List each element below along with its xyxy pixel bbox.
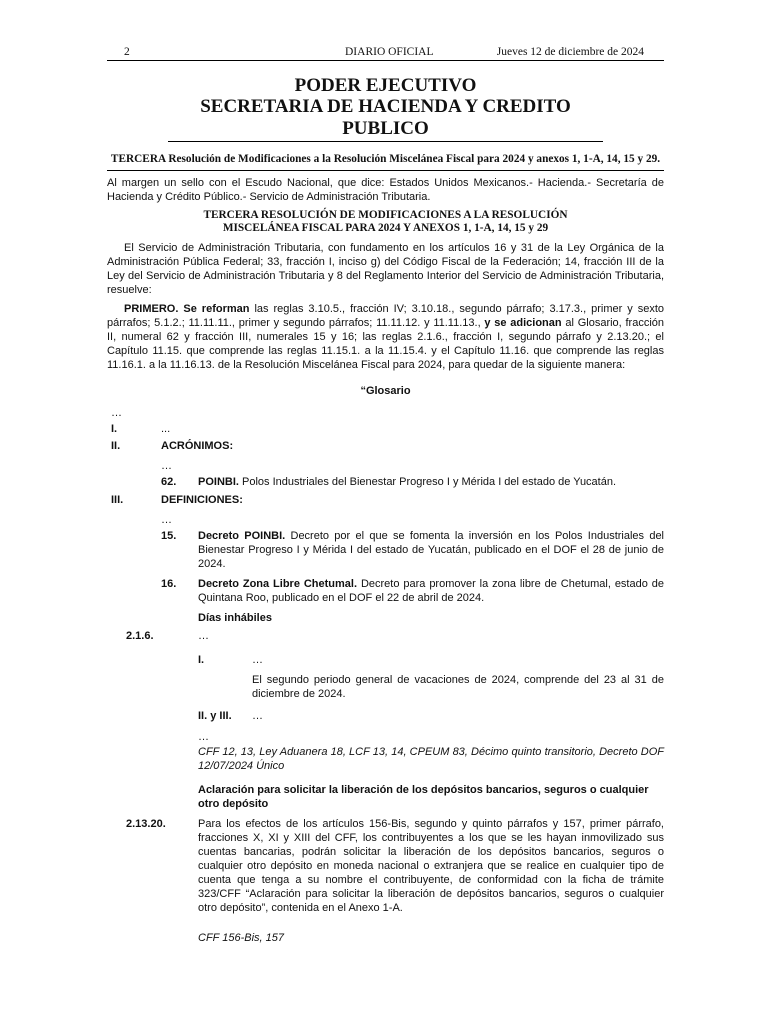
acronym-62-label: 62.	[161, 476, 177, 488]
glosario-ellipsis: …	[111, 407, 122, 419]
rule-216-frac-i	[107, 653, 664, 673]
definition-16-term: Decreto Zona Libre Chetumal.	[198, 578, 358, 590]
acronym-62-term: POINBI.	[198, 476, 239, 488]
definition-15-label: 15.	[161, 530, 177, 542]
definition-15-definition: Decreto por el que se fomenta la inversión en los Polos Industriales del Bienestar Progreso I y Mérida I del estado de Yucatán, publicado en el DOF el 28 de junio de 2024.	[198, 530, 664, 570]
definition-16-label: 16.	[161, 578, 177, 590]
item-i-text: ...	[161, 423, 171, 435]
resolution-title-line2: MISCELÁNEA FISCAL PARA 2024 Y ANEXOS 1, 1-A, 14, 15 y 29	[222, 222, 549, 234]
primero-text2: al Glosario, fracción II, numeral 62 y fracción III, numerales 15 y 16; las reglas 2.1.6., fracción I, segundo párrafo y 2.13.20.; el Capítulo 11.15. que comprende las reglas 11.15.1. a la 11.15.4. y el Capítulo 11.16. que comprende las reglas 11.16.1. a la 11.16.13. de la Resolución Miscelánea Fiscal para 2024, para quedar de la siguiente manera:	[107, 317, 664, 371]
definition-16-definition: Decreto para promover la zona libre de Chetumal, estado de Quintana Roo, publicado en el DOF el 22 de abril de 2024.	[198, 578, 664, 604]
acronym-62-definition: Polos Industriales del Bienestar Progreso I y Mérida I del estado de Yucatán.	[238, 476, 617, 488]
glosario-item-iii	[107, 493, 664, 509]
definition-15	[107, 529, 664, 577]
frac-ii-iii-label: II. y III.	[198, 710, 232, 722]
glosario-heading: “Glosario	[360, 385, 411, 397]
rule-21320-heading-row	[107, 783, 664, 817]
primero-lead: PRIMERO. Se reforman	[124, 303, 250, 315]
section-title-secretaria: SECRETARIA DE HACIENDA Y CREDITO PUBLICO	[168, 96, 603, 142]
glosario-item-i	[107, 422, 664, 439]
definition-16-text	[198, 577, 664, 605]
page-number: 2	[124, 46, 130, 58]
primero-paragraph	[107, 302, 664, 372]
primero-adicionan: y se adicionan	[480, 317, 562, 329]
rule-216-citation-row	[107, 745, 664, 783]
item-i-label: I.	[111, 423, 118, 435]
rule-216-number: 2.1.6.	[126, 630, 154, 642]
rule-21320-citation-row	[107, 931, 664, 947]
item-ii-label: II.	[111, 440, 121, 452]
rule-216-tail-row	[107, 727, 664, 745]
rule-216-tail-ellipsis: …	[198, 731, 209, 743]
frac-i-label: I.	[198, 654, 205, 666]
acronym-62-text	[198, 475, 664, 489]
rule-21320-number: 2.13.20.	[126, 818, 166, 830]
primero-text1: las reglas 3.10.5., fracción IV; 3.10.18., segundo párrafo; 3.17.3., primer y sexto párrafos; 5.1.2.; 11.11.11., primer y segundo párrafos; 11.11.12. y 11.11.13.,	[107, 303, 665, 329]
document-page	[107, 44, 664, 947]
item-ii-heading: ACRÓNIMOS:	[161, 440, 234, 452]
item-iii-heading: DEFINICIONES:	[161, 494, 243, 506]
page-header	[107, 44, 664, 61]
resolution-title	[107, 209, 664, 235]
definition-16	[107, 577, 664, 611]
publication-date: Jueves 12 de diciembre de 2024	[496, 46, 644, 58]
section-title-poder-ejecutivo: PODER EJECUTIVO	[294, 75, 477, 96]
seal-note: Al margen un sello con el Escudo Nacional, que dice: Estados Unidos Mexicanos.- Hacienda.- Secretaría de Hacienda y Crédito Público.- Servicio de Administración Tributaria.	[107, 177, 664, 203]
glosario-item-ii	[107, 439, 664, 456]
rule-21320-citation: CFF 156-Bis, 157	[198, 932, 285, 944]
rule-216-number-row	[107, 629, 664, 653]
rule-21320-body	[107, 817, 664, 931]
rule-216-heading-row	[107, 611, 664, 629]
summary-title: TERCERA Resolución de Modificaciones a la Resolución Miscelánea Fiscal para 2024 y anexos 1, 1-A, 14, 15 y 29.	[107, 152, 664, 171]
rule-216-heading: Días inhábiles	[198, 612, 272, 624]
glosario-ellipsis-row	[107, 406, 664, 422]
frac-ii-iii-ellipsis: …	[252, 710, 263, 722]
rule-21320-heading: Aclaración para solicitar la liberación de los depósitos bancarios, seguros o cualquier otro depósito	[198, 784, 649, 810]
item-iii-label: III.	[111, 494, 124, 506]
rule-216-citation: CFF 12, 13, Ley Aduanera 18, LCF 13, 14, CPEUM 83, Décimo quinto transitorio, Decreto DOF 12/07/2024 Único	[198, 746, 664, 772]
frac-i-text: El segundo periodo general de vacaciones de 2024, comprende del 23 al 31 de diciembre de 2024.	[252, 674, 664, 700]
publication-name: DIARIO OFICIAL	[345, 46, 434, 58]
rule-21320-text: Para los efectos de los artículos 156-Bis, segundo y quinto párrafos y 157, primer párrafo, fracciones X, XI y XIII del CFF, los contribuyentes a los que se les hayan inmovilizado sus cuentas bancarias, podrán solicitar la liberación de los depósitos bancarios, seguros o cualquier otro depósito en moneda nacional o extranjera que se realice en cualquier tipo de cuenta que tenga a su nombre el contribuyente, de conformidad con la ficha de trámite 323/CFF “Aclaración para solicitar la liberación de depósitos bancarios, seguros o cualquier otro depósito”, contenida en el Anexo 1-A.	[198, 818, 664, 914]
item-iii-ellipsis: …	[161, 514, 172, 526]
acronym-62	[107, 475, 664, 493]
item-ii-ellipsis-row	[107, 456, 664, 475]
rule-216-frac-ii-iii	[107, 709, 664, 727]
item-iii-ellipsis-row	[107, 509, 664, 529]
definition-15-term: Decreto POINBI.	[198, 530, 286, 542]
resolution-title-line1: TERCERA RESOLUCIÓN DE MODIFICACIONES A LA RESOLUCIÓN	[203, 209, 568, 221]
rule-216-frac-i-text-row	[107, 673, 664, 709]
rule-216-ellipsis: …	[198, 630, 209, 642]
definition-15-text	[198, 529, 664, 571]
frac-i-ellipsis: …	[252, 654, 263, 666]
item-ii-ellipsis: …	[161, 460, 172, 472]
intro-paragraph: El Servicio de Administración Tributaria, con fundamento en los artículos 16 y 31 de la Ley Orgánica de la Administración Pública Federal; 33, fracción I, inciso g) del Código Fiscal de la Federación; 14, fracción III de la Ley del Servicio de Administración Tributaria y 8 del Reglamento Interior del Servicio de Administración Tributaria, resuelve:	[107, 242, 664, 296]
